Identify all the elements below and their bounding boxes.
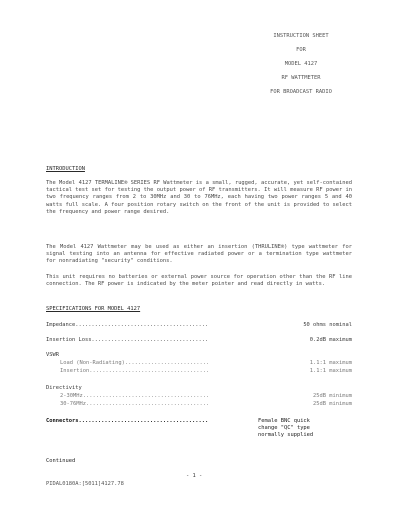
spec-value: 1.1:1 maximum (309, 368, 352, 374)
spec-label: Insertion Loss.................................... (46, 337, 209, 343)
title-line-5: FOR BROADCAST RADIO (270, 89, 332, 95)
title-block (246, 33, 356, 103)
spec-row-directivity-a (46, 393, 352, 401)
spec-label: 2-30MHz....................................... (60, 393, 210, 399)
spec-row-insertion-loss (46, 337, 352, 345)
continued-label: Continued (46, 458, 76, 464)
connectors-value-line-3: normally supplied (258, 432, 314, 438)
specifications-heading: SPECIFICATIONS FOR MODEL 4127 (46, 306, 141, 312)
spec-value: 50 ohms nominal (303, 322, 352, 328)
spec-row-vswr-insertion (46, 368, 352, 376)
spec-label: 30-76MHz...................................... (60, 401, 210, 407)
directivity-label: Directivity (46, 385, 82, 391)
title-line-1: INSTRUCTION SHEET (273, 33, 329, 39)
spec-row-vswr-load (46, 360, 352, 368)
page-number: - 1 - (186, 473, 203, 479)
vswr-label: VSWR (46, 352, 59, 358)
spec-row-impedance (46, 322, 352, 330)
spec-label: Connectors........................................ (46, 418, 209, 424)
intro-paragraph-2: The Model 4127 Wattmeter may be used as either an insertion (THRULINE®) type wattmeter for signal testing into an antenna for effective radiated power or a termination type wattmeter for nonradiating "security" conditions. (46, 244, 352, 265)
spec-value: 25dB minimum (313, 401, 352, 407)
spec-row-connectors (46, 418, 246, 426)
spec-label: Load (Non-Radiating).......................... (60, 360, 210, 366)
intro-paragraph-1: The Model 4127 TERMALINE® SERIES RF Wattmeter is a small, rugged, accurate, yet self-contained tactical test set for testing the output power of RF transmitters. It will measure RF power in two frequency ranges from 2 to 30MHz and 30 to 76MHz, each having two power ranges 5 and 40 watts full scale. A four position rotary switch on the front of the unit is provided to select the frequency and power range desired. (46, 180, 352, 215)
spec-value: 0.2dB maximum (309, 337, 352, 343)
spec-value: 25dB minimum (313, 393, 352, 399)
connectors-value-line-1: Female BNC quick (258, 418, 310, 424)
intro-paragraph-3: This unit requires no batteries or external power source for operation other than the RF line connection. The RF power is indicated by the meter pointer and read directly in watts. (46, 274, 352, 288)
connectors-value-line-2: change "QC" type (258, 425, 310, 431)
title-line-2: FOR (296, 47, 306, 53)
spec-value: 1.1:1 maximum (309, 360, 352, 366)
document-code: PIDAL0180A:[5011]4127.78 (46, 481, 124, 487)
spec-row-directivity-b (46, 401, 352, 409)
spec-label: Impedance......................................... (46, 322, 209, 328)
spec-label: Insertion..................................... (60, 368, 210, 374)
introduction-heading: INTRODUCTION (46, 166, 85, 172)
title-line-4: RF WATTMETER (281, 75, 321, 81)
title-line-3: MODEL 4127 (284, 61, 318, 67)
connectors-value (258, 418, 358, 439)
